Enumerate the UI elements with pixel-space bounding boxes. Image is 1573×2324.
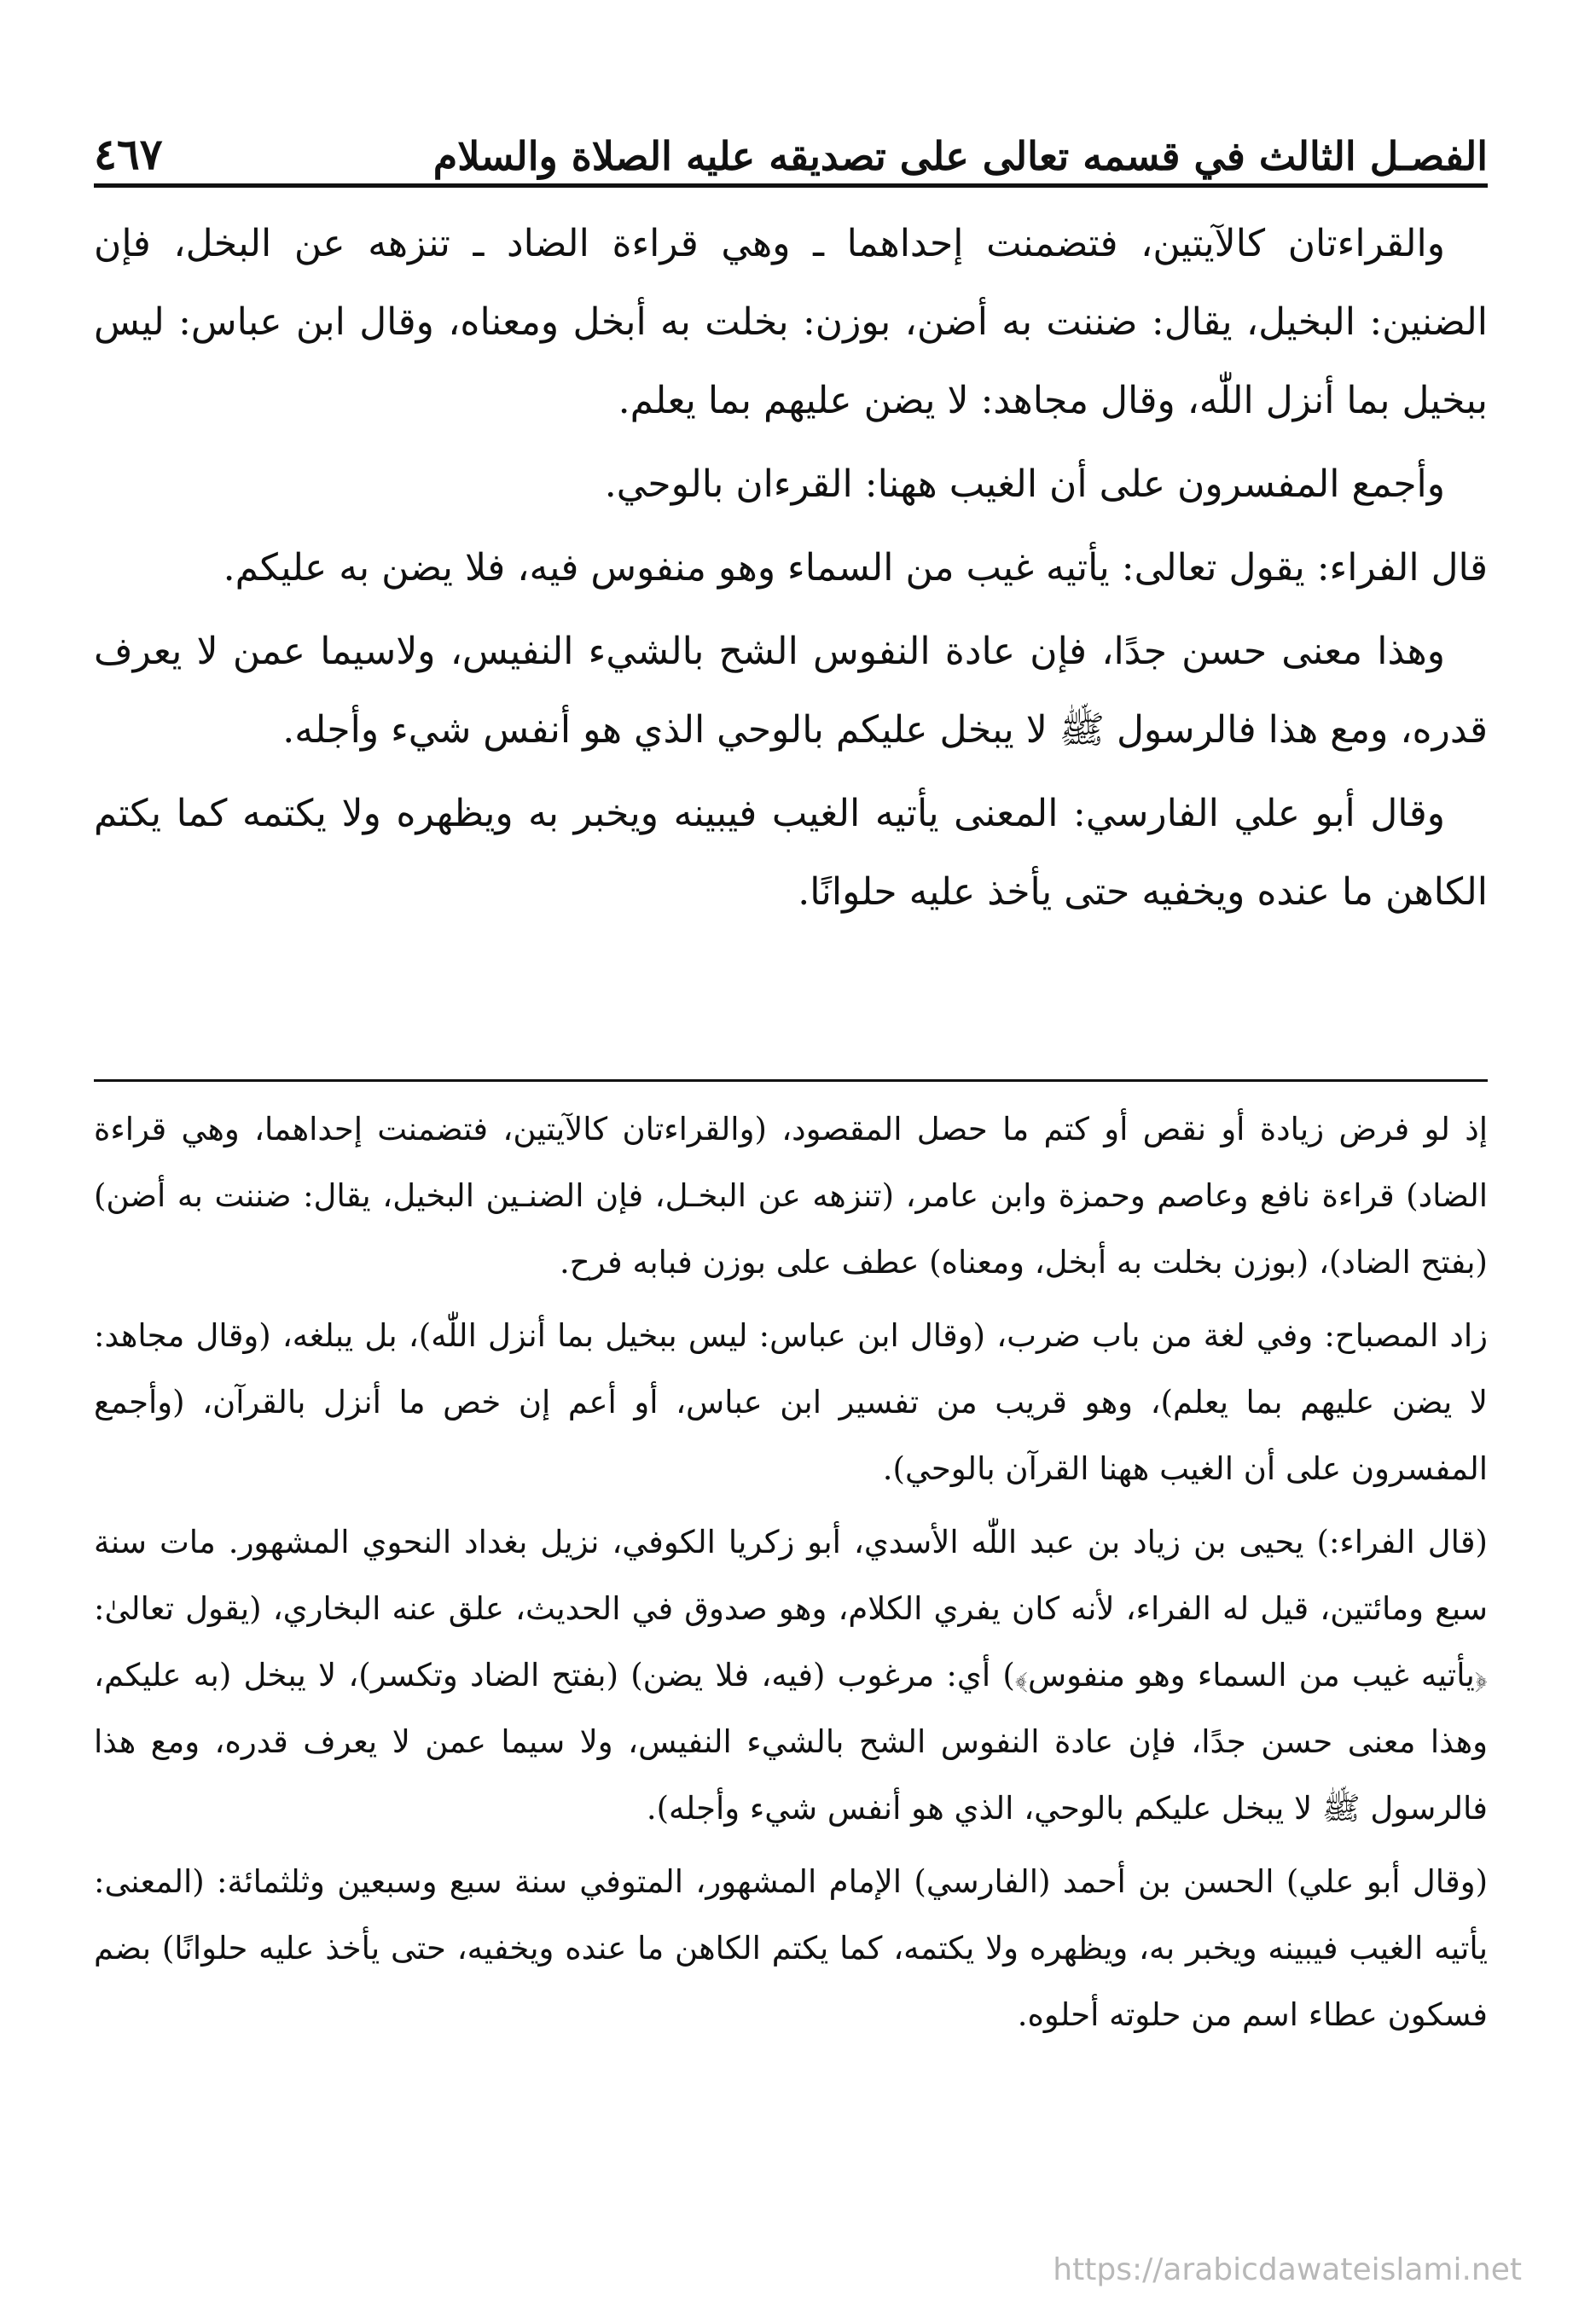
header-rule <box>94 183 1488 188</box>
page-header <box>94 102 1488 179</box>
commentary-section <box>94 1096 1488 2055</box>
main-paragraph: وهذا معنى حسن جدًا، فإن عادة النفوس الشح بالشيء النفيس، ولاسيما عمن لا يعرف قدره، ومع هذا فالرسول ﷺ لا يبخل عليكم بالوحي الذي هو أنفس شيء وأجله. <box>94 630 1488 752</box>
commentary-paragraph: (قال الفراء:) يحيى بن زياد بن عبد اللّٰه الأسدي، أبو زكريا الكوفي، نزيل بغداد النحوي المشهور. مات سنة سبع ومائتين، قيل له الفراء، لأنه كان يفري الكلام، وهو صدوق في الحديث، علق عنه البخاري، (يقول تعالىٰ: ﴿يأتيه غيب من السماء وهو منفوس﴾) أي: مرغوب (فيه، فلا يضن) (بفتح الضاد وتكسر)، لا يبخل (به عليكم، وهذا معنى حسن جدًا، فإن عادة النفوس الشح بالشيء النفيس، ولا سيما عمن لا يعرف قدره، ومع هذا فالرسول ﷺ لا يبخل عليكم بالوحي، الذي هو أنفس شيء وأجله). <box>94 1524 1488 1827</box>
watermark-url: https://arabicdawateislami.net <box>1053 2252 1522 2287</box>
running-title: الفصـل الثالث في قسمه تعالى على تصديقه عليه الصلاة والسلام <box>432 133 1488 179</box>
commentary-paragraph: زاد المصباح: وفي لغة من باب ضرب، (وقال ابن عباس: ليس ببخيل بما أنزل اللّٰه)، بل يبلغه، (وقال مجاهد: لا يضن عليهم بما يعلم)، وهو قريب من تفسير ابن عباس، أو أعم إن خص ما أنزل بالقرآن، (وأجمع المفسرون على أن الغيب ههنا القرآن بالوحي). <box>94 1317 1488 1487</box>
main-paragraph: قال الفراء: يقول تعالى: يأتيه غيب من السماء وهو منفوس فيه، فلا يضن به عليكم. <box>223 546 1488 590</box>
commentary-paragraph: (وقال أبو علي) الحسن بن أحمد (الفارسي) الإمام المشهور، المتوفي سنة سبع وسبعين وثلثمائة: (المعنى: يأتيه الغيب فيبينه ويخبر به، ويظهره ولا يكتمه، كما يكتم الكاهن ما عنده ويخفيه، حتى يأخذ عليه حلوانًا) بضم فسكون عطاء اسم من حلوته أحلوه. <box>94 1863 1489 2033</box>
main-text <box>94 205 1488 937</box>
main-paragraph: والقراءتان كالآيتين، فتضمنت إحداهما ـ وهي قراءة الضاد ـ تنزهه عن البخل، فإن الضنين: البخيل، يقال: ضننت به أضن، بوزن: بخلت به أبخل ومعناه، وقال ابن عباس: ليس ببخيل بما أنزل اللّٰه، وقال مجاهد: لا يضن عليهم بما يعلم. <box>94 222 1488 422</box>
commentary-paragraph: إذ لو فرض زيادة أو نقص أو كتم ما حصل المقصود، (والقراءتان كالآيتين، فتضمنت إحداهما، وهي قراءة الضاد) قراءة نافع وعاصم وحمزة وابن عامر، (تنزهه عن البخـل، فإن الضنـين البخيل، يقال: ضننت به أضن) (بفتح الضاد)، (بوزن بخلت به أبخل، ومعناه) عطف على بوزن فبابه فرح. <box>94 1111 1488 1281</box>
main-paragraph: وأجمع المفسرون على أن الغيب ههنا: القرءان بالوحي. <box>604 462 1445 506</box>
main-paragraph: وقال أبو علي الفارسي: المعنى يأتيه الغيب فيبينه ويخبر به ويظهره ولا يكتمه كما يكتم الكاهن ما عنده ويخفيه حتى يأخذ عليه حلوانًا. <box>94 792 1488 914</box>
page-number: ٤٦٧ <box>94 129 163 179</box>
footnote-divider <box>94 1079 1488 1082</box>
